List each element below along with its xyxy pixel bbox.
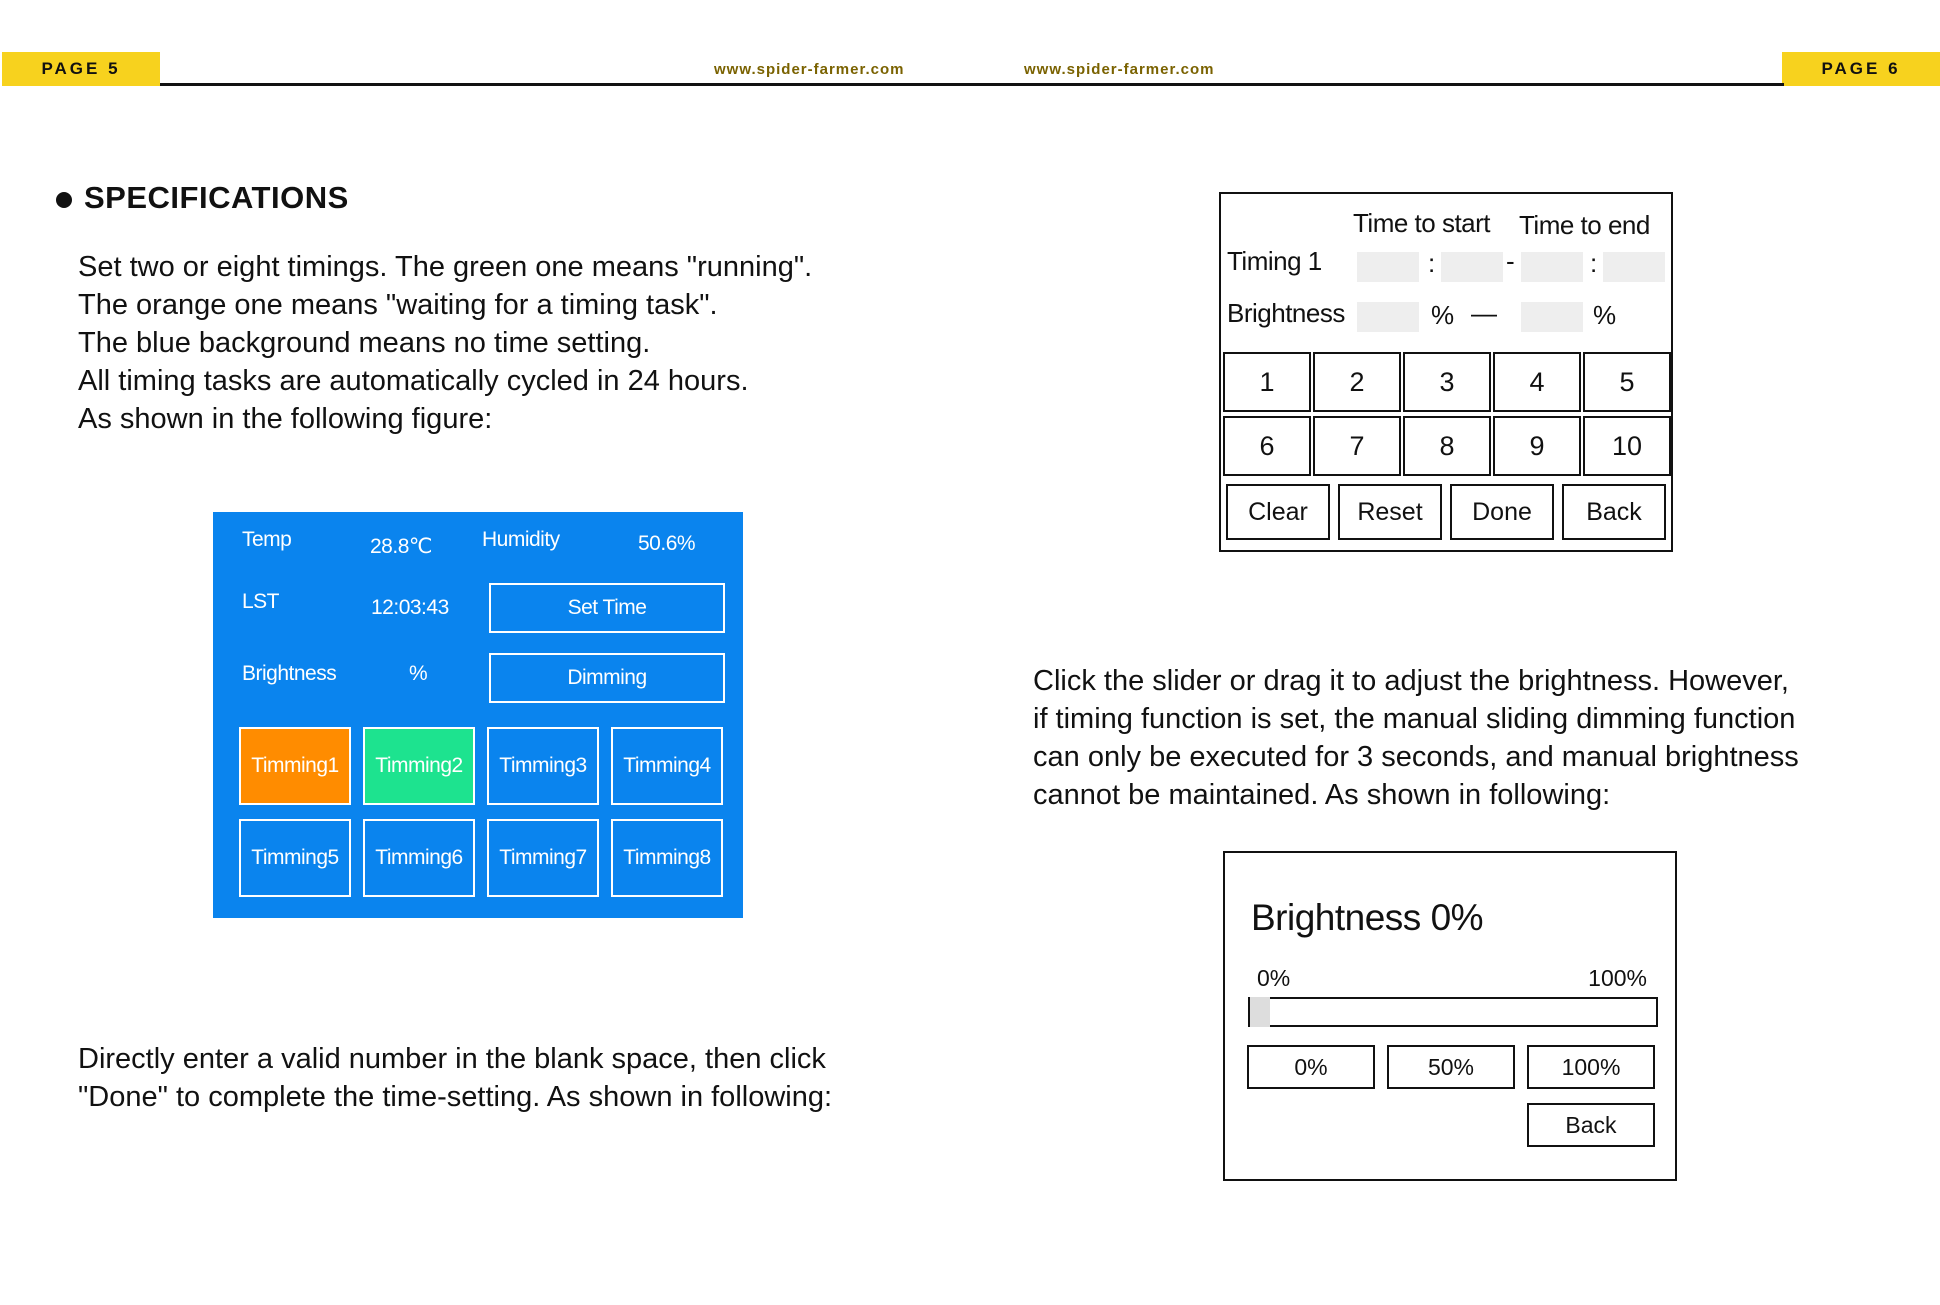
time-to-end-label: Time to end	[1519, 210, 1650, 240]
dimming-label: Dimming	[567, 666, 647, 689]
timing-label: Timming8	[623, 846, 711, 869]
lst-value: 12:03:43	[371, 596, 449, 619]
key-9-button[interactable]	[1493, 416, 1581, 476]
dimming-instruction-text	[1033, 662, 1799, 814]
back-label: Back	[1565, 1111, 1617, 1138]
page-number-right-label: PAGE 6	[1821, 59, 1901, 78]
specifications-text	[78, 248, 812, 438]
slider-min-label: 0%	[1257, 965, 1291, 991]
start-percent-sign: %	[1431, 300, 1454, 330]
timing-name-label: Timing 1	[1227, 246, 1322, 276]
back-button[interactable]	[1562, 484, 1666, 540]
slider-handle[interactable]	[1250, 997, 1270, 1027]
temp-value: 28.8℃	[370, 535, 432, 558]
start-brightness-input[interactable]	[1357, 302, 1419, 332]
key-label: 8	[1439, 430, 1455, 461]
reset-label: Reset	[1357, 497, 1423, 526]
timing-label: Timming2	[375, 754, 463, 777]
key-label: 1	[1259, 366, 1275, 397]
brightness-value: %	[409, 662, 428, 685]
set-time-button[interactable]	[489, 583, 725, 633]
humidity-label: Humidity	[482, 528, 560, 551]
time-to-start-label: Time to start	[1353, 208, 1491, 238]
key-3-button[interactable]	[1403, 352, 1491, 412]
lst-label: LST	[242, 590, 280, 613]
timing-7-button[interactable]	[487, 819, 599, 897]
spec-line: The orange one means "waiting for a timing task".	[78, 289, 718, 321]
timing-label: Timming7	[499, 846, 587, 869]
instruction-line: Directly enter a valid number in the blank space, then click	[78, 1043, 826, 1075]
slider-max-label: 100%	[1588, 965, 1647, 991]
back-label: Back	[1586, 497, 1642, 526]
preset-label: 100%	[1561, 1053, 1621, 1080]
key-6-button[interactable]	[1223, 416, 1311, 476]
timing-6-button[interactable]	[363, 819, 475, 897]
preset-50-button[interactable]	[1387, 1045, 1515, 1089]
timing-3-button[interactable]	[487, 727, 599, 805]
brightness-label: Brightness	[242, 662, 337, 685]
time-range-dash: -	[1506, 246, 1515, 276]
start-minute-input[interactable]	[1441, 252, 1503, 282]
dimming-line: cannot be maintained. As shown in following:	[1033, 779, 1611, 811]
website-url-left: www.spider-farmer.com	[714, 61, 905, 78]
header-rule	[160, 83, 1784, 86]
key-label: 7	[1349, 430, 1365, 461]
start-colon: :	[1428, 248, 1435, 278]
spec-line: Set two or eight timings. The green one means "running".	[78, 251, 813, 283]
section-title: SPECIFICATIONS	[84, 180, 349, 215]
key-5-button[interactable]	[1583, 352, 1671, 412]
preset-0-button[interactable]	[1247, 1045, 1375, 1089]
key-label: 4	[1529, 366, 1545, 397]
temp-label: Temp	[242, 528, 292, 551]
end-minute-input[interactable]	[1603, 252, 1665, 282]
dimming-button[interactable]	[489, 653, 725, 703]
page-number-left	[2, 52, 160, 86]
timing-label: Timming5	[251, 846, 339, 869]
control-panel-screen	[213, 512, 743, 918]
key-8-button[interactable]	[1403, 416, 1491, 476]
instruction-text	[78, 1040, 832, 1116]
end-hour-input[interactable]	[1521, 252, 1583, 282]
key-2-button[interactable]	[1313, 352, 1401, 412]
preset-label: 50%	[1427, 1053, 1475, 1080]
brightness-label: Brightness	[1227, 298, 1345, 328]
timing-label: Timming4	[623, 754, 711, 777]
back-button[interactable]	[1527, 1103, 1655, 1147]
dimming-line: can only be executed for 3 seconds, and manual brightness	[1033, 741, 1799, 773]
dimming-line: Click the slider or drag it to adjust the brightness. However,	[1033, 665, 1789, 697]
key-label: 6	[1259, 430, 1275, 461]
timing-set-screen	[1219, 192, 1673, 552]
timing-1-button[interactable]	[239, 727, 351, 805]
timing-4-button[interactable]	[611, 727, 723, 805]
key-10-button[interactable]	[1583, 416, 1671, 476]
clear-label: Clear	[1248, 497, 1308, 526]
instruction-line: "Done" to complete the time-setting. As shown in following:	[78, 1081, 833, 1113]
spec-line: As shown in the following figure:	[78, 403, 493, 435]
key-7-button[interactable]	[1313, 416, 1401, 476]
spec-line: All timing tasks are automatically cycled in 24 hours.	[78, 365, 749, 397]
start-hour-input[interactable]	[1357, 252, 1419, 282]
key-label: 9	[1529, 430, 1545, 461]
done-button[interactable]	[1450, 484, 1554, 540]
clear-button[interactable]	[1226, 484, 1330, 540]
key-4-button[interactable]	[1493, 352, 1581, 412]
timing-label: Timming1	[251, 754, 339, 777]
key-label: 5	[1619, 366, 1635, 397]
end-brightness-input[interactable]	[1521, 302, 1583, 332]
done-label: Done	[1472, 497, 1532, 526]
timing-label: Timming3	[499, 754, 587, 777]
bullet-icon	[56, 192, 72, 208]
dimming-line: if timing function is set, the manual sliding dimming function	[1033, 703, 1796, 735]
brightness-slider[interactable]	[1248, 997, 1658, 1027]
key-label: 2	[1349, 366, 1365, 397]
set-time-label: Set Time	[567, 596, 647, 619]
spec-line: The blue background means no time setting.	[78, 327, 651, 359]
end-percent-sign: %	[1593, 300, 1616, 330]
brightness-title: Brightness 0%	[1251, 897, 1484, 938]
timing-label: Timming6	[375, 846, 463, 869]
reset-button[interactable]	[1338, 484, 1442, 540]
timing-2-button[interactable]	[363, 727, 475, 805]
timing-8-button[interactable]	[611, 819, 723, 897]
website-url-right: www.spider-farmer.com	[1024, 61, 1215, 78]
preset-label: 0%	[1294, 1053, 1328, 1080]
page-number-right	[1782, 52, 1940, 86]
brightness-range-dash: —	[1471, 298, 1497, 328]
key-label: 10	[1611, 430, 1643, 461]
timing-5-button[interactable]	[239, 819, 351, 897]
page-number-left-label: PAGE 5	[41, 59, 121, 78]
preset-100-button[interactable]	[1527, 1045, 1655, 1089]
key-1-button[interactable]	[1223, 352, 1311, 412]
humidity-value: 50.6%	[638, 532, 696, 555]
brightness-screen	[1223, 851, 1677, 1181]
end-colon: :	[1590, 248, 1597, 278]
key-label: 3	[1439, 366, 1455, 397]
